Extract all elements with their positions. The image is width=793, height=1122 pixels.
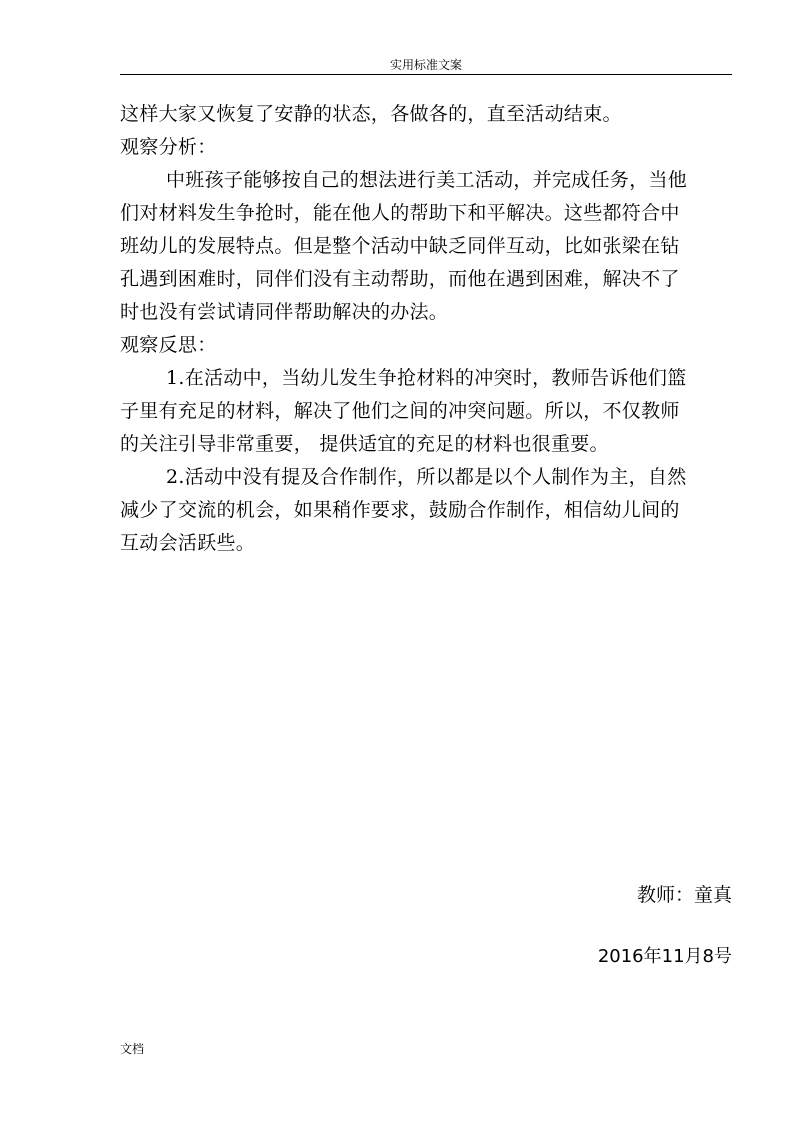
paragraph-line: 时也没有尝试请同伴帮助解决的办法。 [120, 301, 449, 323]
paragraph-line: 这样大家又恢复了安静的状态，各做各的，直至活动结束。 [120, 103, 622, 125]
teacher-signature: 教师：童真 [636, 884, 732, 906]
paragraph-line: 子里有充足的材料，解决了他们之间的冲突问题。所以，不仅教师 [120, 400, 680, 422]
signature-date: 2016年11月8号 [597, 946, 732, 967]
paragraph-line: 1.在活动中，当幼儿发生争抢材料的冲突时，教师告诉他们篮 [166, 367, 687, 389]
paragraph-line: 2.活动中没有提及合作制作，所以都是以个人制作为主，自然 [166, 466, 687, 488]
paragraph-line: 减少了交流的机会，如果稍作要求，鼓励合作制作，相信幼儿间的 [120, 499, 680, 521]
section-heading-analysis: 观察分析： [120, 136, 217, 158]
page-header [120, 56, 732, 75]
paragraph-line: 互动会活跃些。 [120, 532, 256, 554]
page-footer: 文档 [120, 1042, 145, 1056]
paragraph-line: 的关注引导非常重要， 提供适宜的充足的材料也很重要。 [120, 433, 609, 455]
paragraph-line: 班幼儿的发展特点。但是整个活动中缺乏同伴互动，比如张梁在钻 [120, 235, 680, 257]
paragraph-line: 孔遇到困难时，同伴们没有主动帮助，而他在遇到困难，解决不了 [120, 268, 680, 290]
paragraph-line: 们对材料发生争抢时，能在他人的帮助下和平解决。这些都符合中 [120, 202, 680, 224]
paragraph-line: 中班孩子能够按自己的想法进行美工活动，并完成任务，当他 [166, 169, 688, 191]
section-heading-reflection: 观察反思： [120, 334, 217, 356]
document-body [120, 98, 732, 560]
header-title: 实用标准文案 [389, 58, 462, 72]
